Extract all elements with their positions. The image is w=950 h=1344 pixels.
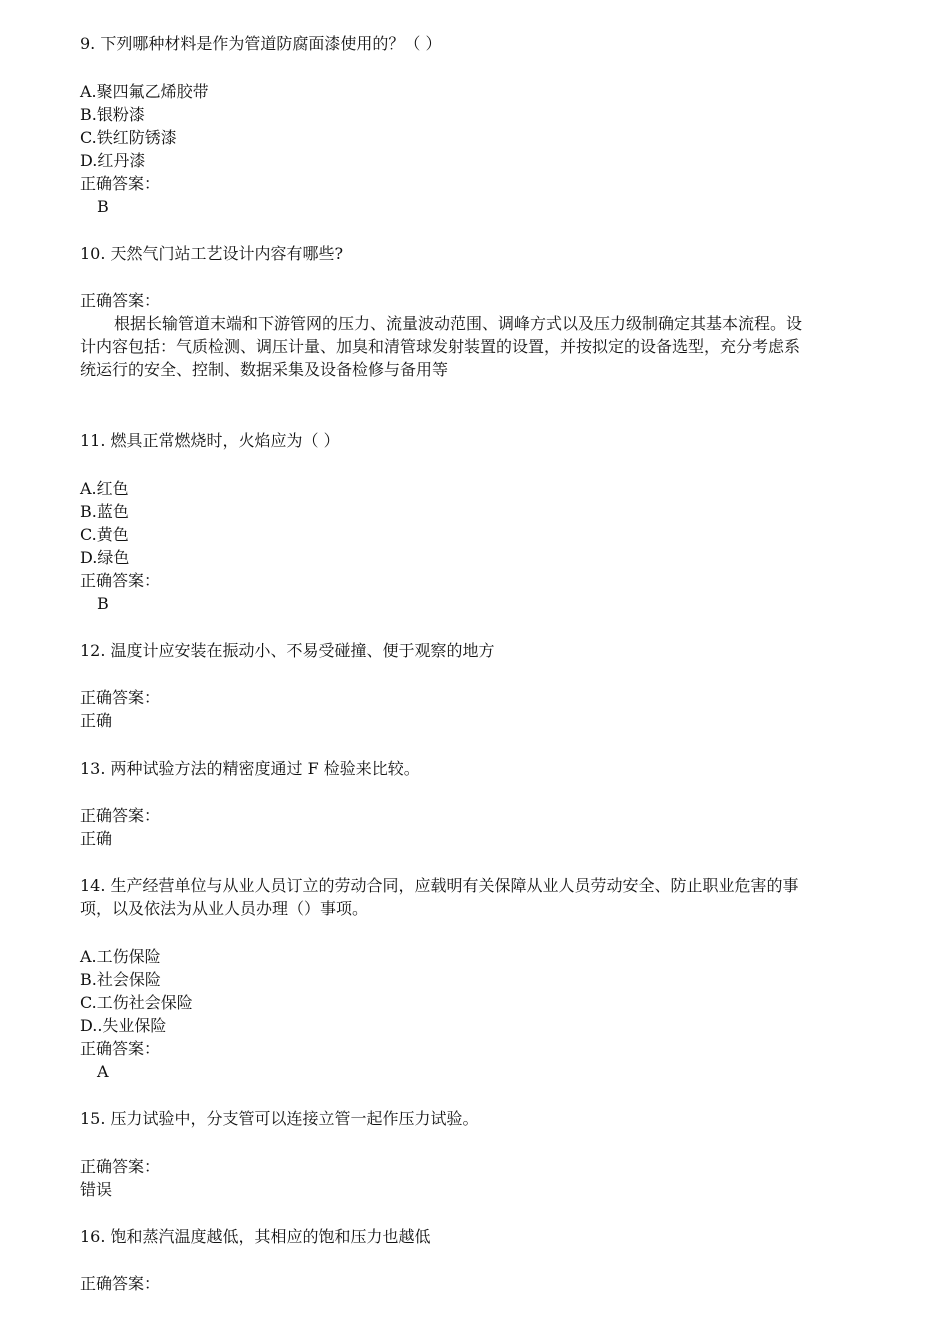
question-14-option-d: D..失业保险 (80, 1016, 167, 1035)
question-9-option-b: B.银粉漆 (80, 105, 145, 124)
question-15-stem: 15. 压力试验中，分支管可以连接立管一起作压力试验。 (80, 1109, 479, 1128)
question-12-answer-label: 正确答案： (80, 688, 161, 707)
question-14-stem-line-1: 14. 生产经营单位与从业人员订立的劳动合同，应载明有关保障从业人员劳动安全、防止职业危害的事 (80, 876, 799, 895)
question-11-option-a: A.红色 (80, 479, 129, 498)
question-9-stem: 9. 下列哪种材料是作为管道防腐面漆使用的？（ ） (80, 34, 442, 53)
question-11-answer: B (97, 594, 109, 613)
question-9-option-d: D.红丹漆 (80, 151, 146, 170)
question-10-answer-line-1: 根据长输管道末端和下游管网的压力、流量波动范围、调峰方式以及压力级制确定其基本流程。设 (114, 314, 803, 333)
question-11-option-b: B.蓝色 (80, 502, 129, 521)
question-16-answer-label: 正确答案： (80, 1274, 161, 1293)
question-16-stem: 16. 饱和蒸汽温度越低，其相应的饱和压力也越低 (80, 1227, 431, 1246)
question-14-stem-line-2: 项，以及依法为从业人员办理（）事项。 (80, 899, 369, 918)
question-9-option-a: A.聚四氟乙烯胶带 (80, 82, 209, 101)
question-11-stem: 11. 燃具正常燃烧时，火焰应为（ ） (80, 431, 340, 450)
question-10-answer-line-2: 计内容包括：气质检测、调压计量、加臭和清管球发射装置的设置，并按拟定的设备选型，充分考虑系 (80, 337, 801, 356)
question-12-stem: 12. 温度计应安装在振动小、不易受碰撞、便于观察的地方 (80, 641, 495, 660)
question-10-stem: 10. 天然气门站工艺设计内容有哪些? (80, 244, 344, 263)
question-13-stem: 13. 两种试验方法的精密度通过 F 检验来比较。 (80, 759, 420, 778)
question-15-answer: 错误 (80, 1180, 113, 1199)
question-10-answer-label: 正确答案： (80, 291, 161, 310)
question-11-answer-label: 正确答案： (80, 571, 161, 590)
question-9-option-c: C.铁红防锈漆 (80, 128, 177, 147)
question-11-option-c: C.黄色 (80, 525, 129, 544)
question-14-option-c: C.工伤社会保险 (80, 993, 193, 1012)
question-13-answer-label: 正确答案： (80, 806, 161, 825)
question-13-answer: 正确 (80, 829, 113, 848)
question-14-option-b: B.社会保险 (80, 970, 161, 989)
question-9-answer: B (97, 197, 109, 216)
question-14-answer: A (97, 1062, 109, 1081)
question-14-answer-label: 正确答案： (80, 1039, 161, 1058)
question-9-answer-label: 正确答案： (80, 174, 161, 193)
question-10-answer-line-3: 统运行的安全、控制、数据采集及设备检修与备用等 (80, 360, 449, 379)
question-11-option-d: D.绿色 (80, 548, 130, 567)
question-12-answer: 正确 (80, 711, 113, 730)
question-14-option-a: A.工伤保险 (80, 947, 161, 966)
question-15-answer-label: 正确答案： (80, 1157, 161, 1176)
